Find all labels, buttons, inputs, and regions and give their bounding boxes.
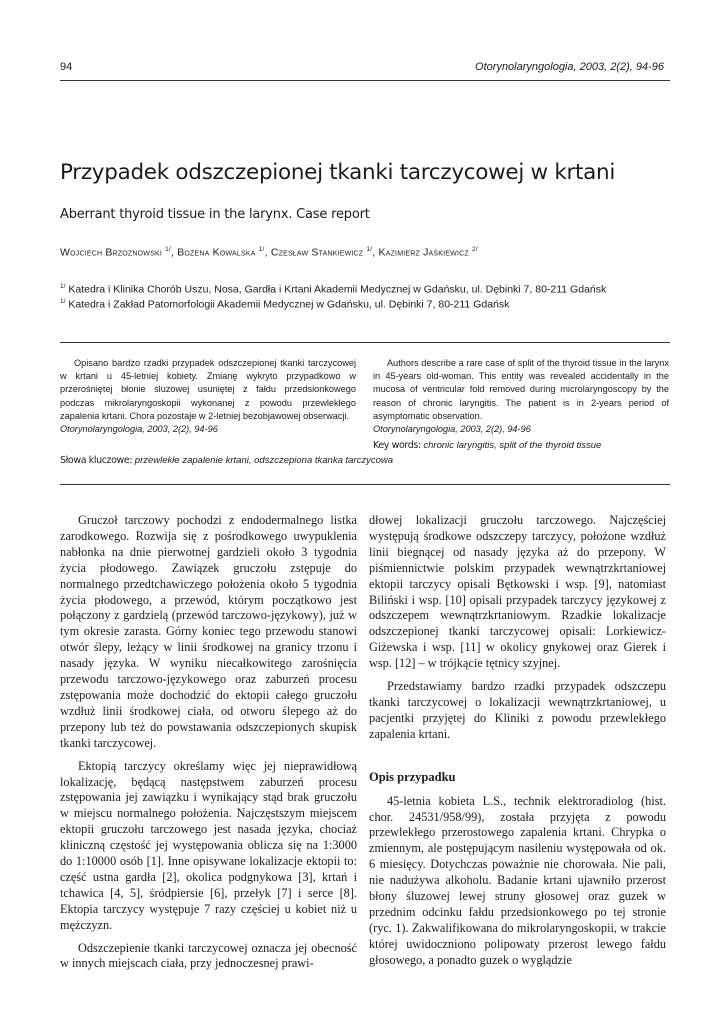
abstract-polish: [60, 357, 356, 436]
keywords-english: [373, 440, 601, 451]
keywords-value: chronic laryngitis, split of the thyroid tissue: [423, 440, 602, 451]
affiliation: [60, 295, 680, 312]
abstract-bottom-rule: [60, 484, 670, 485]
abstract-text: Authors describe a rare case of split of the thyroid tissue in the larynx in 45-years old-woman. This entity was revealed accidentally in the mucosa of ventricular fold removed during microlaryngoscopy by the reason of chronic laryngitis. The patient is in 2-years period of asymptomatic observation.: [373, 358, 669, 421]
author-affiliation-marker: 2/: [471, 246, 478, 253]
keywords-label: Key words:: [373, 440, 421, 451]
abstract-citation: Otorynolaryngologia, 2003, 2(2), 94-96: [60, 424, 218, 435]
keywords-polish: [60, 455, 393, 466]
abstract-top-rule: [60, 342, 670, 343]
body-column-right: [369, 513, 666, 969]
affiliation-marker: 1/: [60, 283, 66, 290]
author-list: Wojciech Brzoznowski $^{1/}$, Bożena Kowalska $^{1/}$, Czesław Stankiewicz $^{1/}$, Kazimierz Jaśkiewicz $^{2/}$: [60, 246, 478, 259]
body-paragraph: Ektopią tarczycy określamy więc jej nieprawidłową lokalizację, będącą następstwem zaburzeń procesu zstępowania jej zawiązku i wynikający stąd brak gruczołu w miejscu normalnego położenia. Najczęstszym miejscem ektopii gruczołu tarczowego jest nasada języka, chociaż kliniczną częstość jej występowania oblicza się na 1:3000 do 1:10000 osób [1]. Inne opisywane lokalizacje ektopii to: część ustna gardła [2], okolica podgnykowa [3], krtań i tchawica [4, 5], śródpiersie [6], przełyk [7] i serce [8]. Ektopia tarczycy występuje 7 razy częściej u kobiet niż u mężczyzn.: [60, 758, 357, 932]
author-name: Bożena Kowalska: [177, 246, 256, 259]
affiliation-text: Katedra i Zakład Patomorfologii Akademii Medycznej w Gdańsku, ul. Dębinki 7, 80-211 Gdańsk: [68, 298, 510, 311]
body-paragraph: Gruczoł tarczowy pochodzi z endodermalnego listka zarodkowego. Rozwija się z pośrodkowego uwypuklenia nabłonka na dnie pierwotnej gardzieli około 3 tygodnia życia płodowego. Zawiązek gruczołu zstępuje do normalnego przedtchawiczego położenia około 5 tygodnia życia płodowego, a przewód, którym początkowo jest połączony z gardzielą (przewód tarczowo-językowy), już w tym okresie zarasta. Górny koniec tego przewodu stanowi otwór ślepy, leżący w linii środkowej na granicy trzonu i nasady języka. W wyniku niecałkowitego zarośnięcia przewodu tarczowo-językowego oraz zaburzeń procesu zstępowania może dochodzić do ektopii całego gruczołu wzdłuż linii środkowej ciała, od otworu ślepego aż do przepony lub też do powstawania odszczepionych skupisk tkanki tarczycowej.: [60, 513, 357, 750]
body-column-left: [60, 513, 357, 972]
body-paragraph: 45-letnia kobieta L.S., technik elektroradiolog (hist. chor. 24531/958/99), została przyjęta z powodu przewlekłego przerostowego zapalenia krtani. Chrypka o zmiennym, ale postępującym nasileniu występowała od ok. 6 miesięcy. Dotychczas poważnie nie chorowała. Nie pali, nie nadużywa alkoholu. Badanie krtani ujawniło przerost błony śluzowej lewej struny głosowej oraz guzek w przednim odcinku fałdu przedsionkowego po tej stronie (ryc. 1). Zakwalifikowana do mikrolaryngoskopii, w trakcie której uwidoczniono polipowaty przerost lewego fałdu głosowego, a ponadto guzek o wyglądzie: [369, 793, 666, 967]
abstract-citation: Otorynolaryngologia, 2003, 2(2), 94-96: [373, 424, 531, 435]
body-paragraph: dłowej lokalizacji gruczołu tarczowego. Najczęściej występują środkowe odszczepy tarczycy, położone wzdłuż linii biegnącej od nasady języka aż do przepony. W piśmiennictwie polskim przypadek wewnątrzkrtaniowej ektopii tarczycy opisali Bętkowski i wsp. [9], natomiast Biliński i wsp. [10] opisali przypadek tarczycy językowej z odszczepem wewnątrzkrtaniowym. Rzadkie lokalizacje odszczepionej tkanki tarczycowej opisali: Lorkiewicz-Giżewska i wsp. [11] w okolicy gnykowej oraz Gierek i wsp. [12] – w trójkącie tętnicy szyjnej.: [369, 513, 666, 671]
section-heading: Opis przypadku: [369, 769, 456, 784]
author-affiliation-marker: 1/: [165, 246, 171, 253]
author-affiliation-marker: 1/: [258, 246, 265, 253]
author-affiliation-marker: 1/: [366, 246, 373, 253]
author-name: Czesław Stankiewicz: [270, 246, 364, 259]
affiliation-marker: 1/: [60, 298, 66, 305]
affiliation-text: Katedra i Klinika Chorób Uszu, Nosa, Gardła i Krtani Akademii Medycznej w Gdańsku, ul. Dębinki 7, 80-211 Gdańsk: [68, 283, 607, 296]
author-name: Kazimierz Jaśkiewicz: [378, 246, 469, 259]
page-number: 94: [60, 61, 73, 73]
header-rule: [60, 80, 670, 81]
article-subtitle: Aberrant thyroid tissue in the larynx. Case report: [60, 207, 370, 222]
author-name: Wojciech Brzoznowski: [60, 246, 162, 259]
keywords-value: przewlekłe zapalenie krtani, odszczepiona tkanka tarczycowa: [134, 455, 394, 466]
journal-citation: Otorynolaryngologia, 2003, 2(2), 94-96: [475, 61, 664, 73]
abstract-text: Opisano bardzo rzadki przypadek odszczepionej tkanki tarczycowej w krtani u 45-letniej kobiety. Zmianę wykryto przypadkowo w przerośniętej błonie śluzowej usuniętej z fałdu przedsionkowego podczas mikrolaryngoskopii wykonanej z powodu przewlekłego zapalenia krtani. Chora pozostaje w 2-letniej bezobjawowej obserwacji.: [60, 358, 356, 421]
keywords-label: Słowa kluczowe:: [60, 455, 133, 466]
abstract-english: [373, 357, 669, 436]
article-title: Przypadek odszczepionej tkanki tarczycowej w krtani: [60, 160, 616, 185]
body-paragraph: Odszczepienie tkanki tarczycowej oznacza jej obecność w innych miejscach ciała, przy jednoczesnej prawi-: [60, 940, 357, 971]
body-paragraph: Przedstawiamy bardzo rzadki przypadek odszczepu tkanki tarczycowej o lokalizacji wewnątrzkrtaniowej, u pacjentki przyjętej do Kliniki z powodu przewlekłego zapalenia krtani.: [369, 679, 666, 741]
